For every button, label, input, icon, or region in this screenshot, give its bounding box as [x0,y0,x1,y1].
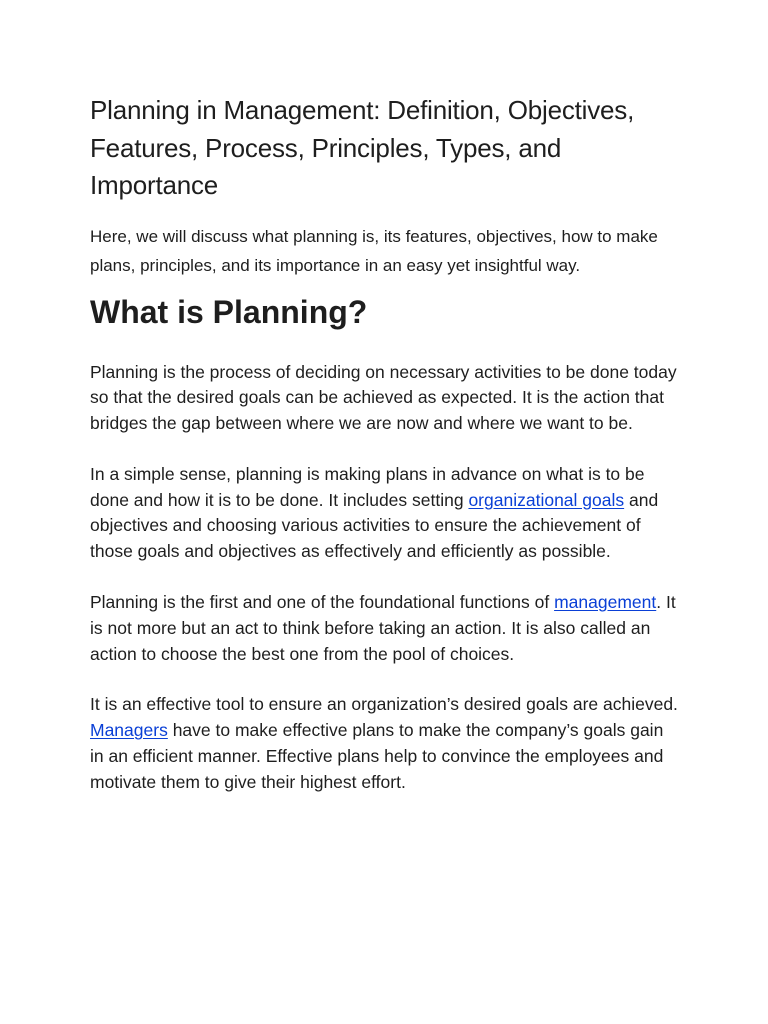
managers-link[interactable]: Managers [90,720,168,741]
paragraph-text: In a simple sense, planning is making plans in advance on what is to be done and how it is to be done. It includes setting [90,463,645,510]
article-intro: Here, we will discuss what planning is, its features, objectives, how to make plans, principles, and its importance in an easy yet insightful way. [90,226,658,275]
paragraph-foundational [90,590,678,667]
paragraph-text: have to make effective plans to make the company’s goals gain in an efficient manner. Effective plans help to convince the employees and motivate them to give their highest effort. [90,720,664,792]
article-title: Planning in Management: Definition, Objectives, Features, Process, Principles, Types, and Importance [90,95,635,200]
paragraph-definition: Planning is the process of deciding on necessary activities to be done today so that the desired goals can be achieved as expected. It is the action that bridges the gap between where we are now and where we want to be. [90,361,677,434]
paragraph-simple-sense [90,462,678,565]
organizational-goals-link[interactable]: organizational goals [468,489,625,510]
management-link[interactable]: management [554,592,657,613]
paragraph-effective-tool [90,692,678,795]
section-heading: What is Planning? [90,293,368,330]
paragraph-text: . It is not more but an act to think before taking an action. It is also called an action to choose the best one from the pool of choices. [90,592,676,664]
paragraph-text: and objectives and choosing various activities to ensure the achievement of those goals and objectives as effectively and efficiently as possible. [90,489,659,562]
paragraph-text: Planning is the first and one of the foundational functions of [90,592,555,613]
paragraph-text: It is an effective tool to ensure an organization’s desired goals are achieved. [90,694,678,715]
